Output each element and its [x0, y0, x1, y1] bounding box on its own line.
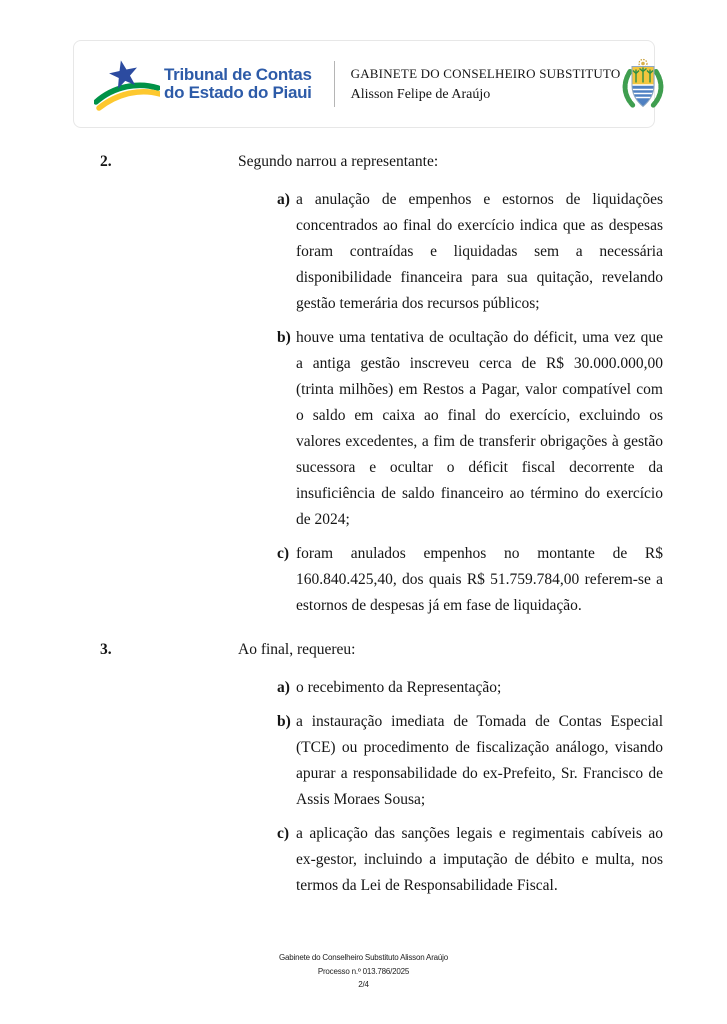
item-text: a instauração imediata de Tomada de Contas Especial (TCE) ou procedimento de fiscalização análogo, visando apurar a responsabilidade do ex-Prefeito, Sr. Francisco de Assis Moraes Sousa; [296, 713, 663, 808]
section-2-items [277, 187, 663, 619]
section-2-lead: Segundo narrou a representante: [238, 153, 439, 170]
document-body [100, 145, 663, 899]
section-2 [100, 145, 663, 619]
list-item [277, 675, 663, 701]
item-marker: c) [277, 825, 290, 842]
letterhead [73, 40, 655, 128]
star-swoosh-logo-icon [94, 55, 160, 113]
org-name-line1: Tribunal de Contas [164, 64, 312, 84]
section-2-number: 2. [100, 153, 112, 170]
section-3 [100, 633, 663, 899]
item-text: o recebimento da Representação; [296, 679, 502, 696]
org-name [164, 66, 312, 103]
page-footer [0, 951, 727, 992]
office-block [351, 66, 621, 103]
office-holder-name: Alisson Felipe de Araújo [350, 86, 491, 102]
item-text: a anulação de empenhos e estornos de liquidações concentrados ao final do exercício indica que as despesas foram contraídas e liquidadas sem a necessária disponibilidade financeira para sua quitação, revelando gestão temerária dos recursos públicos; [296, 191, 663, 312]
section-2-heading [100, 145, 663, 173]
item-text: foram anulados empenhos no montante de R$ 160.840.425,40, dos quais R$ 51.759.784,00 referem-se a estornos de despesas já em fase de liquidação. [296, 545, 663, 614]
piaui-coat-of-arms-icon [620, 56, 666, 113]
footer-process-number: Processo n.º 013.786/2025 [317, 966, 410, 976]
item-marker: a) [277, 191, 290, 208]
section-3-lead: Ao final, requereu: [238, 641, 356, 658]
item-marker: a) [277, 679, 290, 696]
header-divider [334, 61, 335, 107]
office-title: GABINETE DO CONSELHEIRO SUBSTITUTO [350, 65, 621, 81]
org-name-line2: do Estado do Piaui [164, 83, 312, 102]
list-item [277, 325, 663, 533]
footer-office-line: Gabinete do Conselheiro Substituto Alisson Araújo [279, 953, 448, 962]
item-marker: b) [277, 713, 291, 730]
section-3-number: 3. [100, 641, 112, 658]
list-item [277, 541, 663, 619]
section-3-items [277, 675, 663, 899]
item-marker: c) [277, 545, 290, 562]
list-item [277, 187, 663, 317]
tce-pi-logo [94, 55, 312, 113]
item-text: houve uma tentativa de ocultação do déficit, uma vez que a antiga gestão inscreveu cerca de R$ 30.000.000,00 (trinta milhões) em Restos a Pagar, valor compatível com o saldo em caixa ao final do exercício, excluindo os valores excedentes, a fim de transferir obrigações à gestão sucessora e ocultar o déficit fiscal decorrente da insuficiência de saldo financeiro ao término do exercício de 2024; [296, 329, 663, 528]
list-item [277, 821, 663, 899]
item-text: a aplicação das sanções legais e regimentais cabíveis ao ex-gestor, incluindo a imputação de débito e multa, nos termos da Lei de Responsabilidade Fiscal. [296, 825, 663, 894]
list-item [277, 709, 663, 813]
footer-page-number: 2/4 [358, 980, 369, 989]
item-marker: b) [277, 329, 291, 346]
section-3-heading [100, 633, 663, 661]
